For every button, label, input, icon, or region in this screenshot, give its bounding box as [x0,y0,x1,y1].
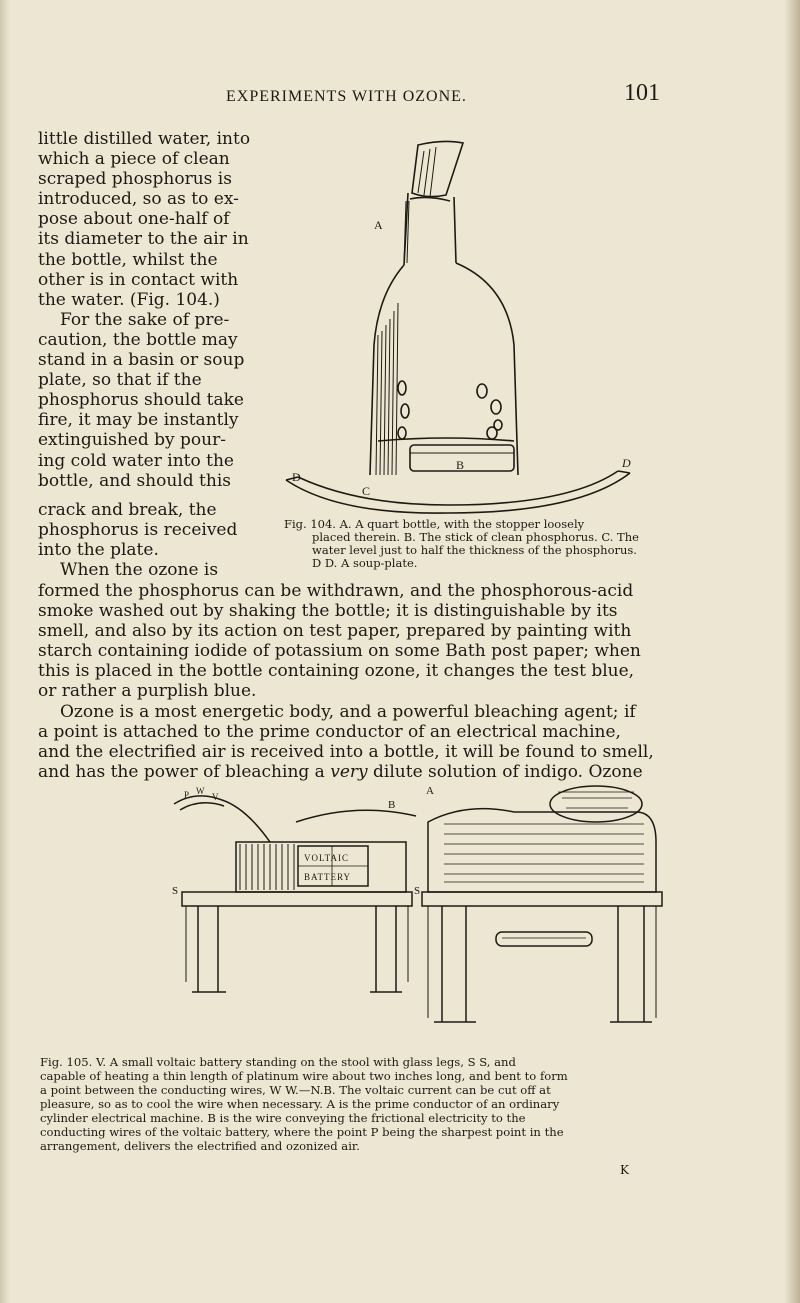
text-line: scraped phosphorus is [38,169,232,190]
caption-line: D D. A soup-plate. [312,556,418,570]
text-line: caution, the bottle may [38,329,238,350]
text-line: into the plate. [38,540,159,561]
figure-label-s-left: S [172,885,179,897]
text-line: its diameter to the air in [38,229,249,250]
text-line: and the electrified air is received into a bottle, it will be found to smell, [38,741,654,762]
text-line: plate, so that if the [38,370,202,391]
wrapped-paragraph-end [38,500,276,580]
text-line: which a piece of clean [38,149,230,170]
text-line: the water. (Fig. 104.) [38,289,220,310]
figure-label-s-right: S [414,885,421,897]
text-line: For the sake of pre- [60,309,230,330]
text-line: bottle, and should this [38,470,231,491]
caption-line: conducting wires of the voltaic battery, where the point P being the sharpest point in the [40,1125,564,1139]
caption-line: Fig. 105. V. A small voltaic battery standing on the stool with glass legs, S S, and [40,1055,516,1069]
emphasized-word: very [330,761,368,782]
figure-label-w: W [196,786,205,796]
caption-line: arrangement, delivers the electrified and ozonized air. [40,1139,360,1153]
text-line: pose about one-half of [38,209,230,230]
figure-105-apparatus-illustration [166,782,666,1050]
text-line [38,762,768,782]
text-line: ing cold water into the [38,450,234,471]
figure-label-d-left: D [292,470,301,484]
text-line: phosphorus is received [38,520,238,541]
body-paragraph [38,581,768,782]
battery-plate-label-top: VOLTAIC [304,853,349,863]
page-edge-right [784,0,800,1303]
figure-105-caption [40,1055,770,1153]
page-number: 101 [624,80,660,106]
text-line: this is placed in the bottle containing ozone, it changes the test blue, [38,661,635,682]
text-run: and has the power of bleaching a [38,761,331,782]
figure-label-b: B [388,799,396,811]
text-line: starch containing iodide of potassium on some Bath post paper; when [38,641,641,662]
wrapped-paragraph [38,129,276,491]
running-head: EXPERIMENTS WITH OZONE. [226,88,467,105]
figure-label-p: P [184,790,190,800]
battery-plate-label-bottom: BATTERY [304,872,352,882]
caption-line: pleasure, so as to cool the wire when necessary. A is the prime conductor of an ordinary [40,1097,560,1111]
figure-label-c: C [362,484,371,498]
text-line: or rather a purplish blue. [38,681,257,702]
caption-line: placed therein. B. The stick of clean phosphorus. C. The [312,530,639,544]
caption-line: cylinder electrical machine. B is the wire conveying the frictional electricity to the [40,1111,526,1125]
figure-104-caption [284,518,762,570]
caption-line: Fig. 104. A. A quart bottle, with the stopper loosely [284,517,585,531]
text-line: other is in contact with [38,269,239,290]
caption-line: a point between the conducting wires, W W.—N.B. The voltaic current can be cut off at [40,1083,551,1097]
text-line: the bottle, whilst the [38,249,218,270]
text-line: Ozone is a most energetic body, and a powerful bleaching agent; if [60,701,636,722]
text-line: crack and break, the [38,500,217,520]
figure-label-d-right: D [622,456,631,470]
text-line: stand in a basin or soup [38,350,245,371]
figure-label-a: A [374,218,383,232]
text-line: a point is attached to the prime conductor of an electrical machine, [38,721,621,742]
text-line: When the ozone is [60,560,219,581]
text-run: dilute solution of indigo. Ozone [367,761,643,782]
figure-label-a: A [426,785,434,797]
figure-label-b: B [456,458,465,472]
figure-104-bottle-illustration [278,135,638,515]
text-line: smoke washed out by shaking the bottle; it is distinguishable by its [38,601,618,622]
figure-label-v: V [212,792,219,802]
text-line: introduced, so as to ex- [38,189,239,210]
caption-line: capable of heating a thin length of platinum wire about two inches long, and bent to form [40,1069,568,1083]
text-line: phosphorus should take [38,390,244,411]
text-line: smell, and also by its action on test paper, prepared by painting with [38,621,632,642]
text-line: formed the phosphorus can be withdrawn, and the phosphorous-acid [38,581,634,601]
text-line: little distilled water, into [38,129,251,149]
page-edge-left [0,0,10,1303]
signature-mark: K [620,1163,629,1177]
text-line: fire, it may be instantly [38,410,239,431]
caption-line: water level just to half the thickness of the phosphorus. [312,543,637,557]
text-line: extinguished by pour- [38,430,226,451]
